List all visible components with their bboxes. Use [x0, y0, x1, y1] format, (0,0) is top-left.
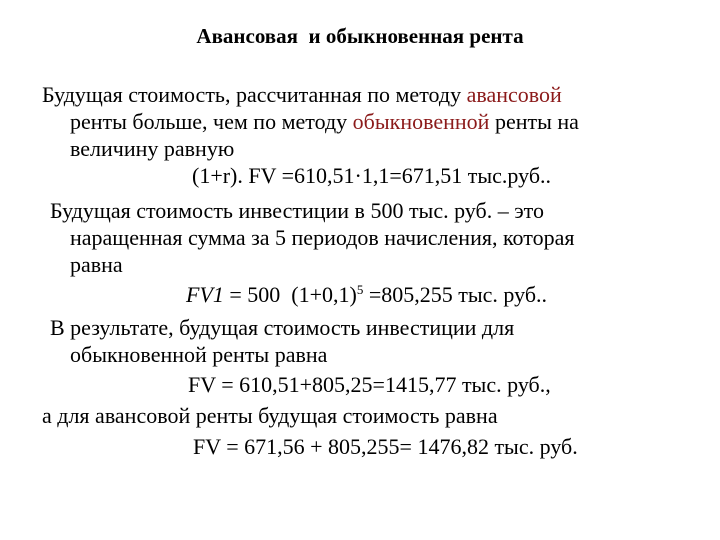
- paragraph-2-line-2: наращенная сумма за 5 периодов начисления, которая: [70, 225, 575, 250]
- paragraph-1-line-2: [70, 109, 579, 135]
- paragraph-1-line-3: величину равную: [70, 136, 235, 161]
- paragraph-3-line-1: В результате, будущая стоимость инвестиции для: [50, 315, 515, 340]
- formula-fv1-base: = 500 (1+0,1): [223, 282, 357, 307]
- formula-fv-advance-factor: (1+r). FV =610,51·1,1=671,51 тыс.руб..: [192, 163, 552, 188]
- paragraph-1-text: ренты на: [489, 109, 579, 134]
- formula-fv1-result: =805,255 тыс. руб..: [363, 282, 548, 307]
- formula-fv1-exponent: 5: [356, 282, 364, 297]
- formula-fv-advance: FV = 671,56 + 805,255= 1476,82 тыс. руб.: [193, 434, 578, 459]
- paragraph-1-text: ренты больше, чем по методу: [70, 109, 353, 134]
- highlight-term-advance: авансовой: [466, 82, 562, 107]
- paragraph-3-line-2: обыкновенной ренты равна: [70, 342, 328, 367]
- paragraph-1-line-1: [42, 82, 562, 108]
- formula-fv1: [186, 282, 547, 308]
- formula-fv1-symbol: FV1: [186, 282, 224, 307]
- highlight-term-ordinary: обыкновенной: [352, 109, 490, 134]
- paragraph-1-text: Будущая стоимость, рассчитанная по методу: [42, 82, 467, 107]
- paragraph-4-line-1: а для авансовой ренты будущая стоимость равна: [42, 403, 498, 428]
- paragraph-2-line-3: равна: [70, 252, 123, 277]
- paragraph-2-line-1: Будущая стоимость инвестиции в 500 тыс. руб. – это: [50, 198, 544, 223]
- formula-fv-ordinary: FV = 610,51+805,25=1415,77 тыс. руб.,: [188, 372, 551, 397]
- slide-title: Авансовая и обыкновенная рента: [196, 24, 524, 48]
